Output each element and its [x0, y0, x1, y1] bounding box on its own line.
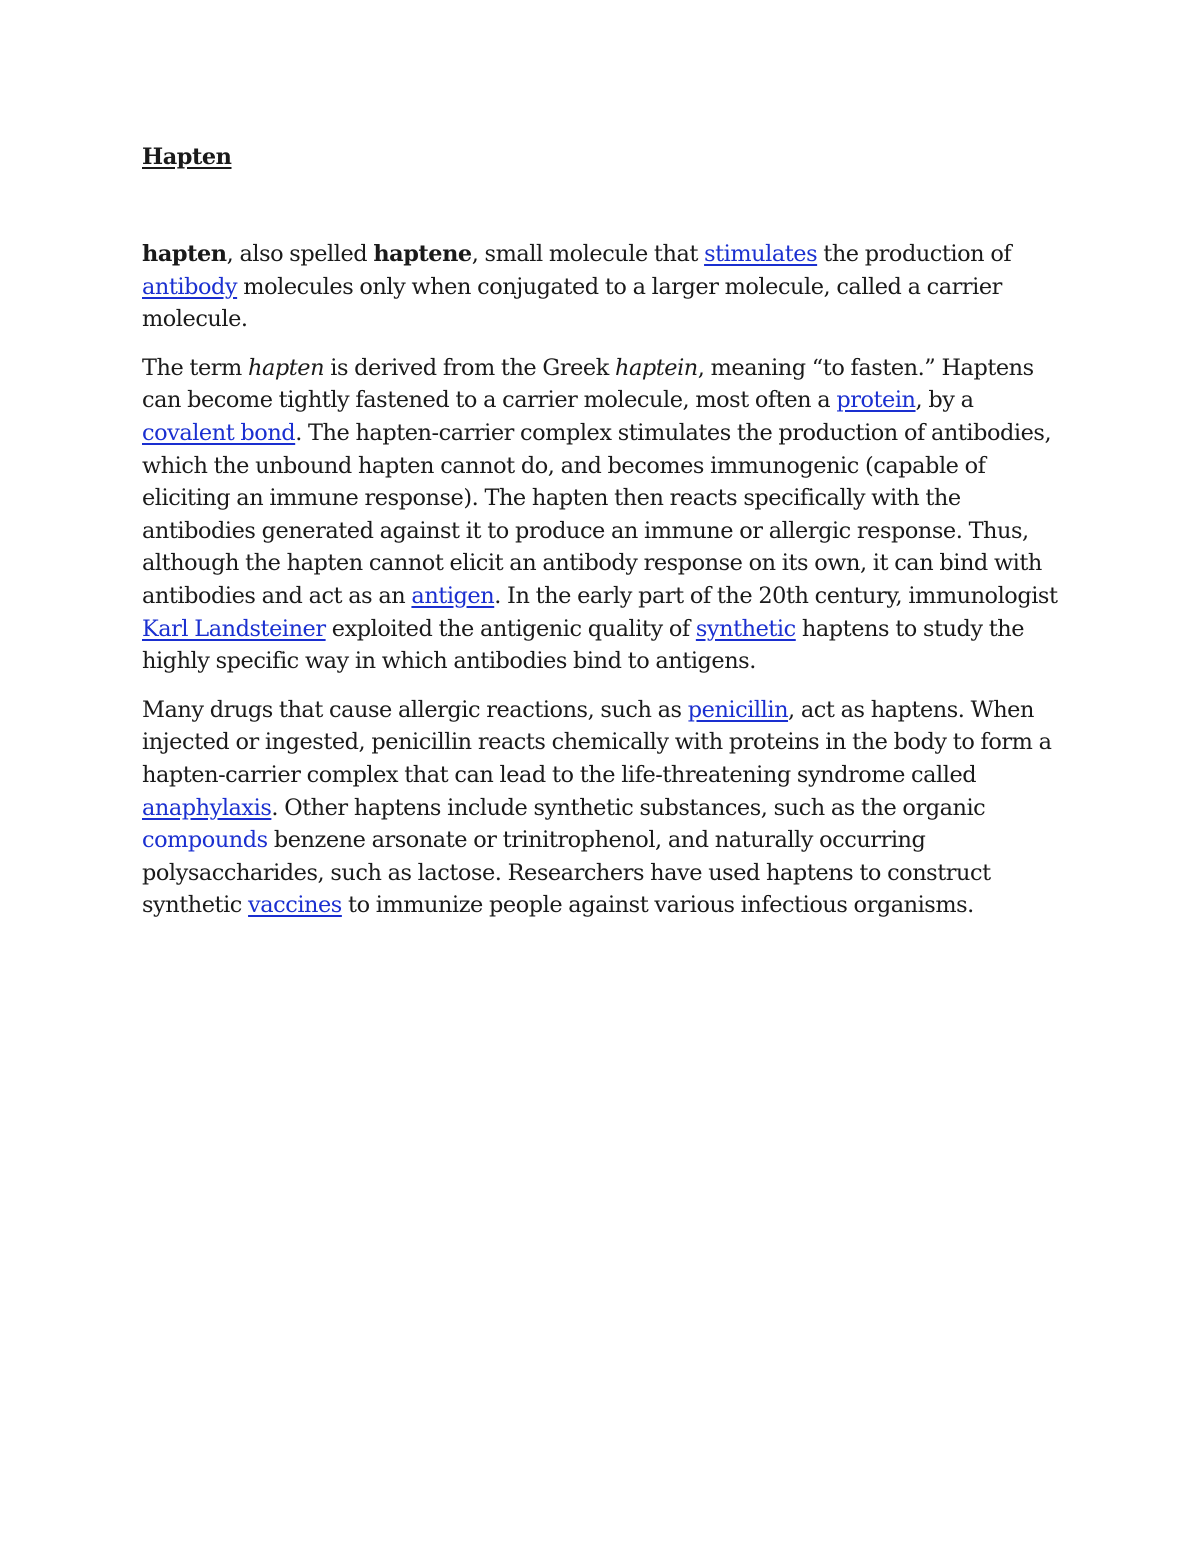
link-protein[interactable]: protein — [836, 387, 916, 414]
link-penicillin[interactable]: penicillin — [687, 696, 789, 723]
paragraph-drugs — [142, 694, 1062, 922]
link-covalent-bond[interactable]: covalent bond — [142, 419, 296, 446]
term-haptene: haptene — [373, 241, 472, 267]
link-stimulates[interactable]: stimulates — [704, 241, 818, 267]
paragraph-definition — [142, 238, 1062, 336]
text: is derived from the Greek — [324, 354, 615, 381]
text: . Other haptens include synthetic substances, such as the organic — [271, 794, 986, 821]
link-compounds[interactable]: compounds — [142, 827, 268, 854]
link-antibody[interactable]: antibody — [142, 273, 238, 300]
term-hapten: hapten — [142, 241, 227, 267]
text: . In the early part of the 20th century, immunologist — [494, 582, 1058, 609]
link-antigen[interactable]: antigen — [411, 582, 495, 609]
document-page — [142, 138, 1062, 938]
link-synthetic[interactable]: synthetic — [695, 615, 796, 642]
text: , act as haptens. When injected or ingested, penicillin reacts chemically with proteins in the body to form a hapten-carrier complex that can lead to the life-threatening syndrome called — [142, 696, 1052, 788]
text: The term — [142, 354, 248, 381]
link-karl-landsteiner[interactable]: Karl Landsteiner — [142, 615, 326, 642]
text: molecules only when conjugated to a larger molecule, called a carrier molecule. — [142, 273, 1002, 333]
text: , by a — [915, 387, 974, 414]
text: to immunize people against various infectious organisms. — [341, 892, 974, 919]
paragraph-etymology — [142, 352, 1062, 678]
text: the production of — [817, 241, 1012, 267]
text: , also spelled — [226, 241, 374, 267]
text: benzene arsonate or trinitrophenol, and naturally occurring polysaccharides, such as lactose. Researchers have used haptens to construct synthetic — [142, 827, 991, 919]
text: . The hapten-carrier complex stimulates the production of antibodies, which the unbound hapten cannot do, and becomes immunogenic (capable of eliciting an immune response). The hapten then reacts specifically with the antibodies generated against it to produce an immune or allergic response. Thus, although the hapten cannot elicit an antibody response on its own, it can bind with antibodies and act as an — [142, 419, 1052, 609]
text: exploited the antigenic quality of — [325, 615, 696, 642]
link-anaphylaxis[interactable]: anaphylaxis — [142, 794, 272, 821]
text: , meaning “to fasten.” Haptens can become tightly fastened to a carrier molecule, most often a — [142, 354, 1034, 414]
text: , small molecule that — [471, 241, 705, 267]
text: haptens to study the highly specific way in which antibodies bind to antigens. — [142, 615, 1025, 675]
document-title: Hapten — [142, 144, 232, 170]
text: Many drugs that cause allergic reactions, such as — [142, 696, 688, 723]
italic-hapten: hapten — [247, 354, 325, 381]
link-vaccines[interactable]: vaccines — [248, 892, 342, 919]
italic-haptein: haptein — [614, 354, 698, 381]
